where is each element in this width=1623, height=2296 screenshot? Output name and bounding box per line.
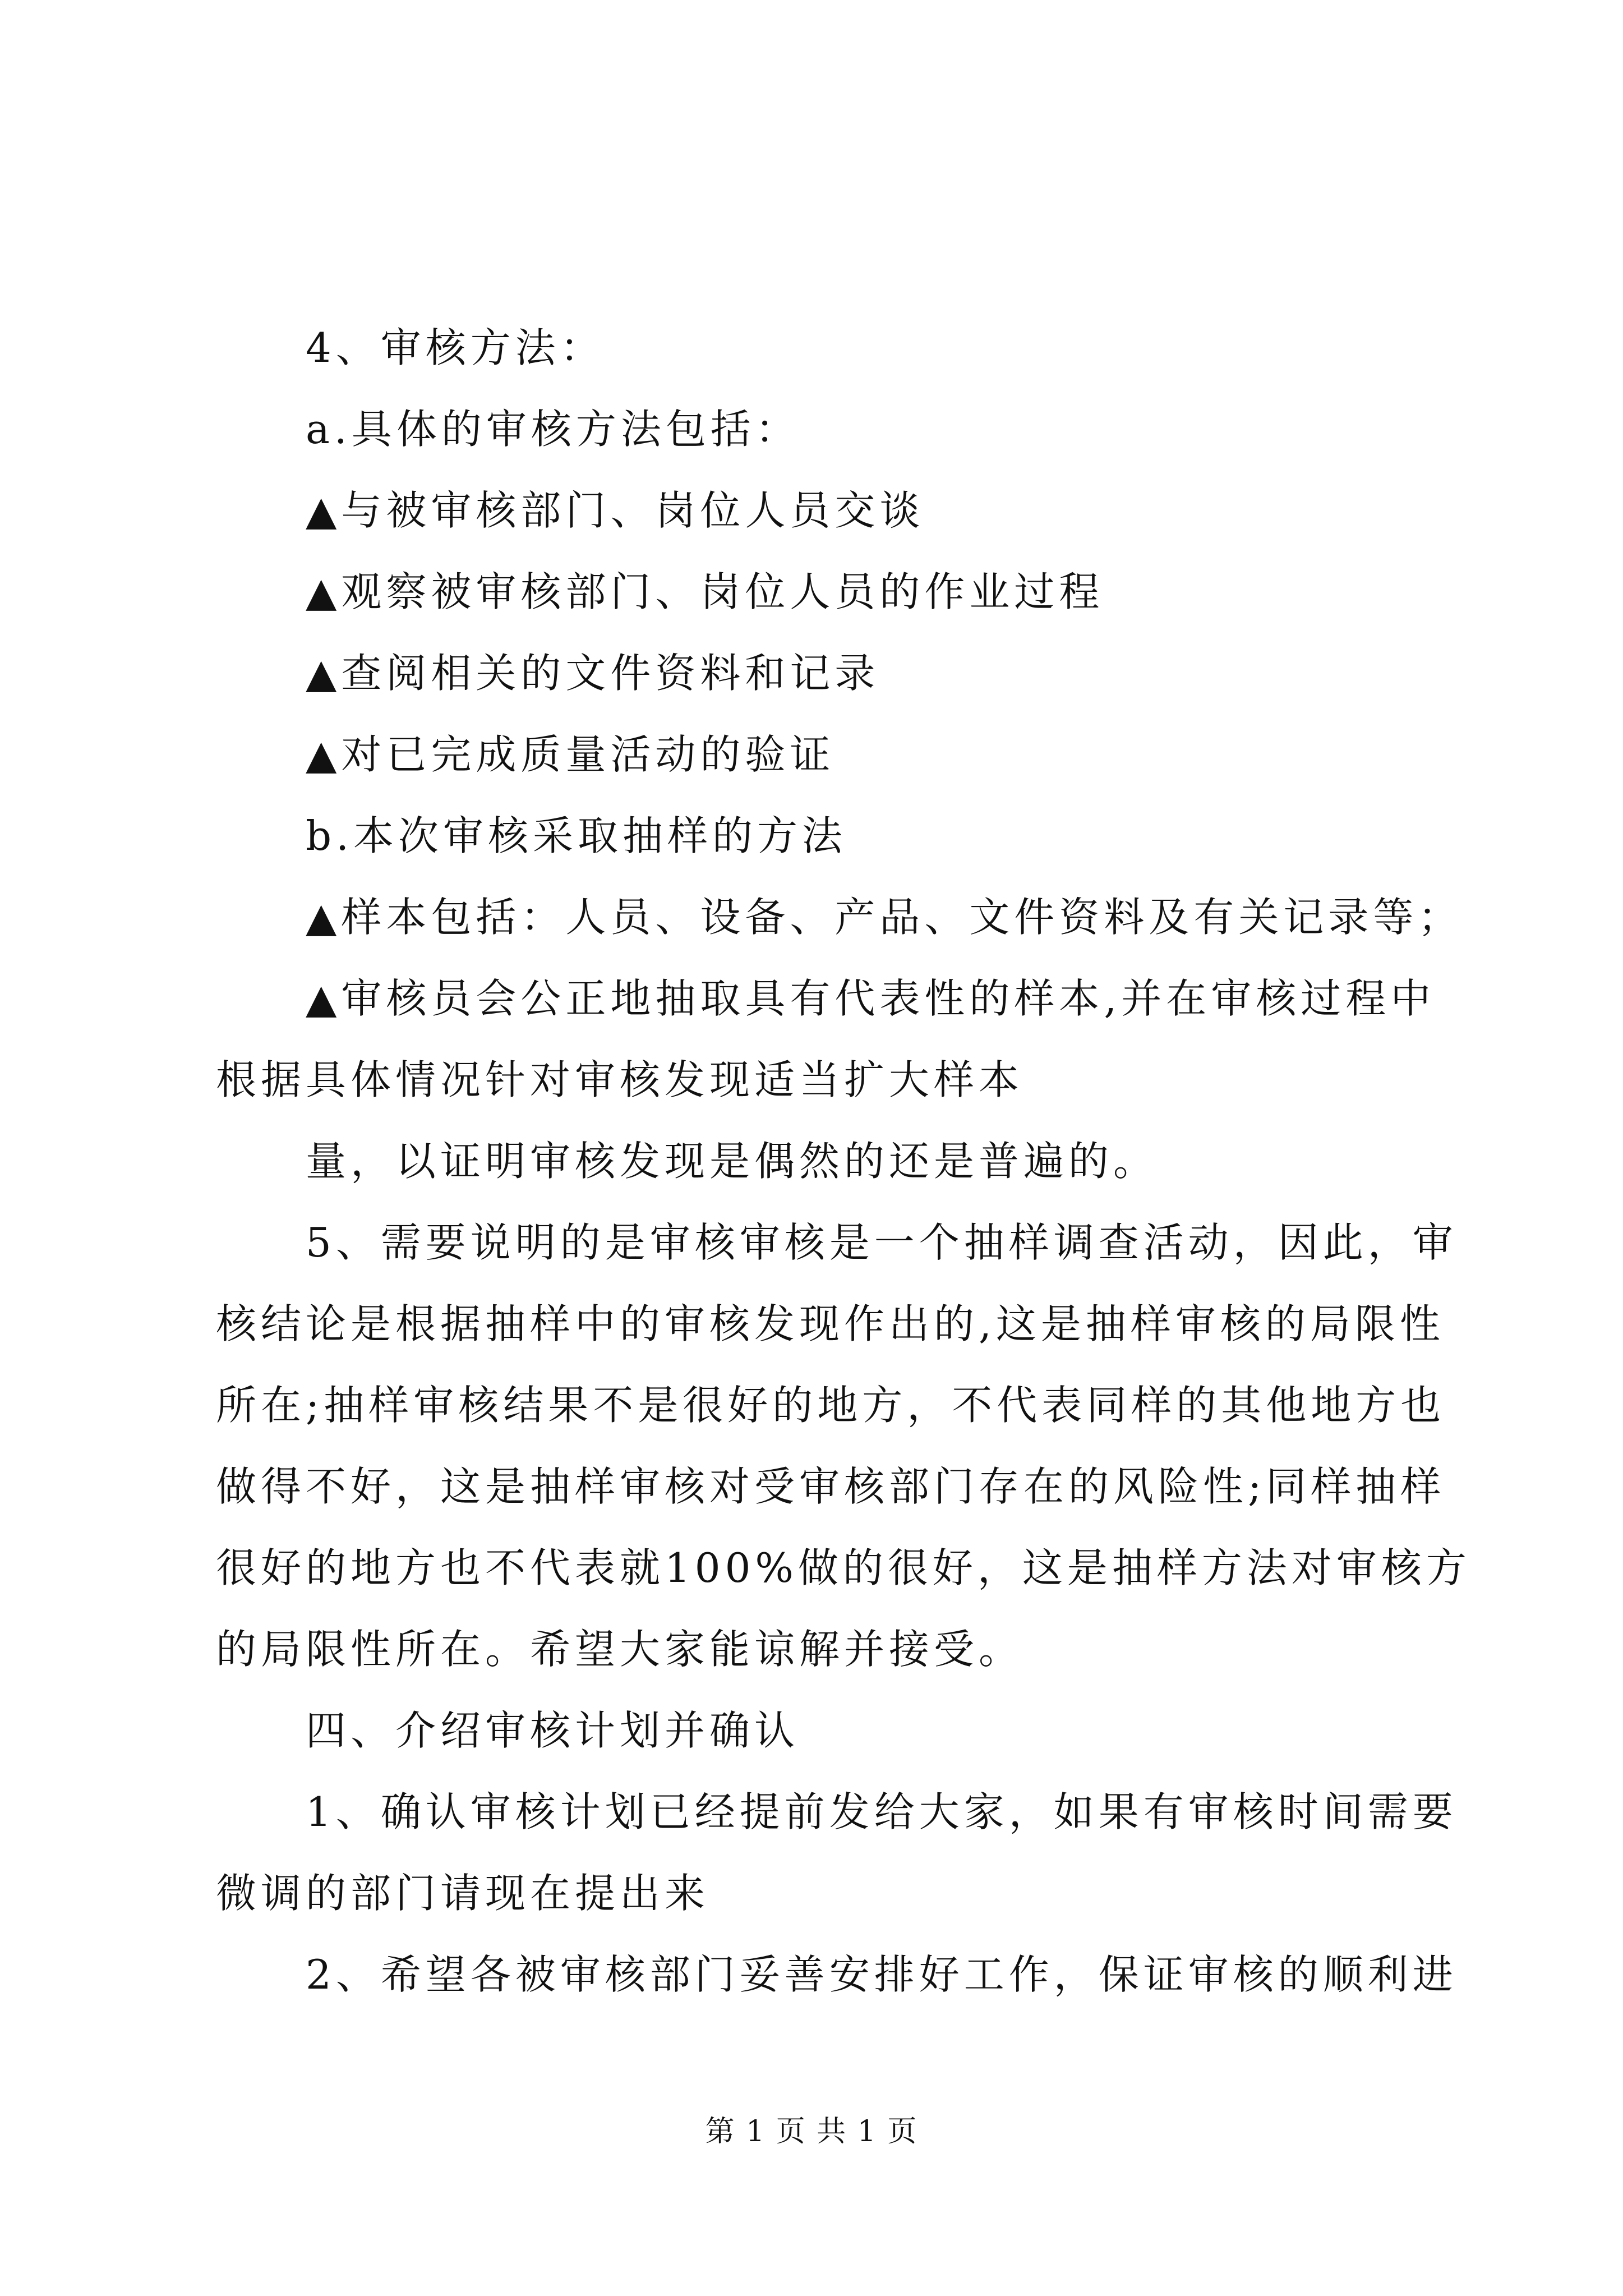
- paragraph-line: 微调的部门请现在提出来: [216, 1870, 710, 1917]
- paragraph-line: 根据具体情况针对审核发现适当扩大样本: [216, 1056, 1024, 1103]
- list-item: ▲样本包括：人员、设备、产品、文件资料及有关记录等；: [306, 894, 1463, 941]
- paragraph-line: b.本次审核采取抽样的方法: [306, 812, 847, 859]
- paragraph-line: 的局限性所在。希望大家能谅解并接受。: [216, 1626, 1024, 1673]
- paragraph-line: 量，以证明审核发现是偶然的还是普遍的。: [306, 1138, 1159, 1185]
- document-body: [216, 307, 1471, 2016]
- section-heading: 四、介绍审核计划并确认: [306, 1707, 800, 1754]
- paragraph-line: 做得不好，这是抽样审核对受审核部门存在的风险性;同样抽样: [216, 1463, 1446, 1510]
- list-item: ▲与被审核部门、岗位人员交谈: [306, 487, 925, 534]
- paragraph-line: 5、需要说明的是审核审核是一个抽样调查活动，因此，审: [306, 1219, 1458, 1266]
- paragraph-line: 所在;抽样审核结果不是很好的地方，不代表同样的其他地方也: [216, 1382, 1446, 1429]
- paragraph-line: 1、确认审核计划已经提前发给大家，如果有审核时间需要: [306, 1788, 1458, 1835]
- paragraph-line: 核结论是根据抽样中的审核发现作出的,这是抽样审核的局限性: [216, 1300, 1445, 1347]
- paragraph-line: 很好的地方也不代表就100%做的很好，这是抽样方法对审核方: [216, 1544, 1471, 1591]
- list-item: ▲审核员会公正地抽取具有代表性的样本,并在审核过程中: [306, 975, 1436, 1022]
- list-item: ▲对已完成质量活动的验证: [306, 731, 835, 778]
- paragraph-line: 2、希望各被审核部门妥善安排好工作，保证审核的顺利进: [306, 1951, 1458, 1998]
- paragraph-line: a.具体的审核方法包括：: [306, 406, 800, 453]
- list-item: ▲查阅相关的文件资料和记录: [306, 650, 880, 697]
- paragraph-line: 4、审核方法：: [306, 324, 605, 371]
- list-item: ▲观察被审核部门、岗位人员的作业过程: [306, 568, 1104, 615]
- page-number-footer: 第 1 页 共 1 页: [705, 2115, 918, 2148]
